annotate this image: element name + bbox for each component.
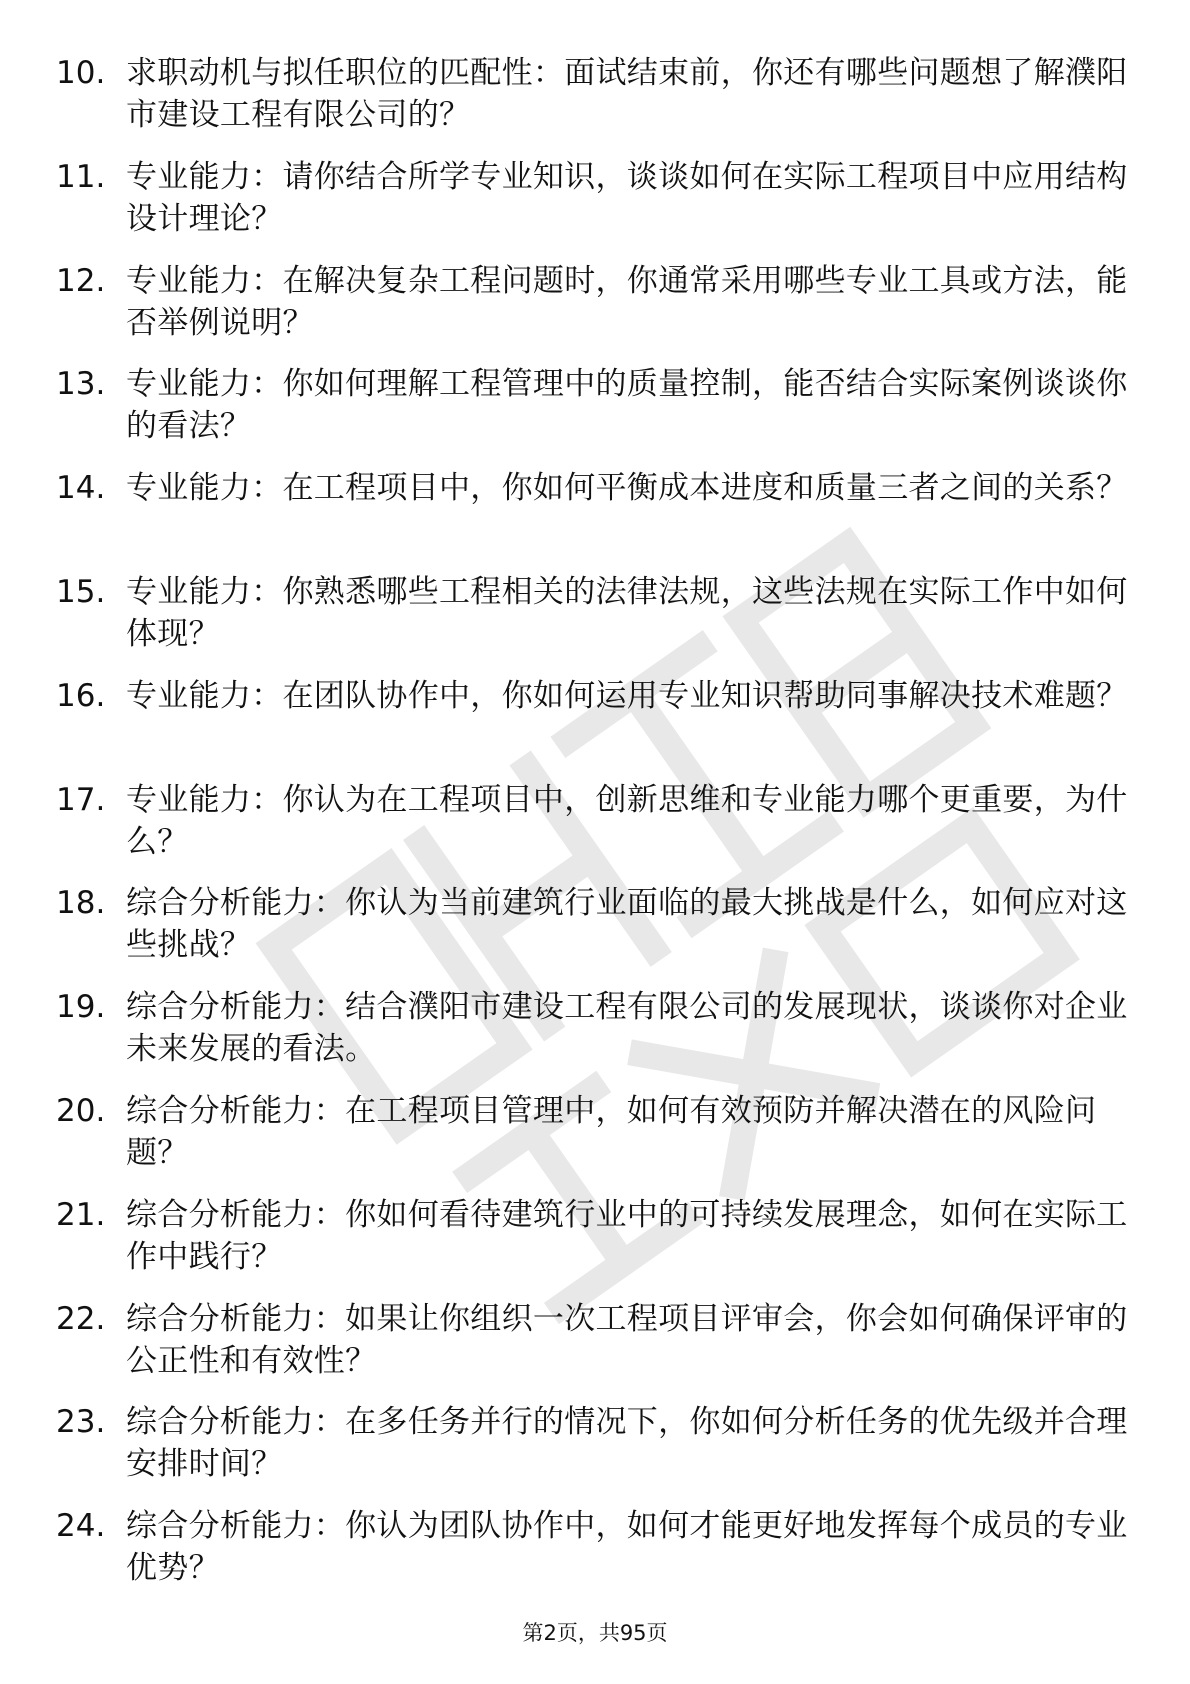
question-text: 综合分析能力：你认为团队协作中，如何才能更好地发挥每个成员的专业优势？ — [126, 1508, 1128, 1587]
question-text: 专业能力：你如何理解工程管理中的质量控制，能否结合实际案例谈谈你的看法？ — [126, 366, 1128, 445]
list-item — [0, 1505, 1190, 1609]
list-item — [0, 986, 1190, 1090]
list-item — [0, 1194, 1190, 1298]
page-number-footer: 第2页，共95页 — [522, 1621, 668, 1645]
question-number: 12. — [56, 262, 106, 299]
question-text: 综合分析能力：在多任务并行的情况下，你如何分析任务的优先级并合理安排时间？ — [126, 1404, 1128, 1483]
question-text: 综合分析能力：你认为当前建筑行业面临的最大挑战是什么，如何应对这些挑战？ — [126, 885, 1128, 964]
list-item — [0, 779, 1190, 883]
question-number: 17. — [56, 781, 106, 818]
list-item — [0, 52, 1190, 156]
question-number: 10. — [56, 55, 106, 91]
question-number: 14. — [56, 470, 106, 507]
question-number: 19. — [56, 989, 106, 1026]
question-number: 24. — [56, 1508, 106, 1545]
list-item — [0, 1090, 1190, 1194]
question-number: 18. — [56, 885, 106, 922]
question-text: 综合分析能力：结合濮阳市建设工程有限公司的发展现状，谈谈你对企业未来发展的看法。 — [126, 989, 1128, 1068]
question-number: 21. — [56, 1196, 106, 1233]
list-item — [0, 260, 1190, 364]
question-number: 13. — [56, 366, 106, 403]
question-number: 11. — [56, 158, 106, 195]
question-text: 专业能力：在团队协作中，你如何运用专业知识帮助同事解决技术难题？ — [126, 677, 1128, 714]
list-item — [0, 363, 1190, 467]
question-text: 综合分析能力：你如何看待建筑行业中的可持续发展理念，如何在实际工作中践行？ — [126, 1196, 1128, 1275]
question-number: 20. — [56, 1092, 106, 1129]
list-item — [0, 882, 1190, 986]
question-text: 专业能力：你认为在工程项目中，创新思维和专业能力哪个更重要，为什么？ — [126, 781, 1128, 860]
list-item — [0, 571, 1190, 675]
list-item — [0, 1298, 1190, 1402]
question-number: 15. — [56, 573, 106, 610]
question-text: 求职动机与拟任职位的匹配性：面试结束前，你还有哪些问题想了解濮阳市建设工程有限公司的？ — [126, 55, 1128, 133]
question-number: 22. — [56, 1300, 106, 1337]
question-text: 专业能力：在工程项目中，你如何平衡成本进度和质量三者之间的关系？ — [126, 470, 1128, 507]
question-text: 专业能力：在解决复杂工程问题时，你通常采用哪些专业工具或方法，能否举例说明？ — [126, 262, 1128, 341]
question-number: 23. — [56, 1404, 106, 1441]
list-item — [0, 467, 1190, 571]
question-text: 综合分析能力：如果让你组织一次工程项目评审会，你会如何确保评审的公正性和有效性？ — [126, 1300, 1128, 1379]
question-text: 专业能力：请你结合所学专业知识，谈谈如何在实际工程项目中应用结构设计理论？ — [126, 158, 1128, 237]
question-list — [0, 52, 1190, 1609]
question-number: 16. — [56, 677, 106, 714]
list-item — [0, 156, 1190, 260]
list-item — [0, 1401, 1190, 1505]
question-text: 专业能力：你熟悉哪些工程相关的法律法规，这些法规在实际工作中如何体现？ — [126, 573, 1128, 652]
question-text: 综合分析能力：在工程项目管理中，如何有效预防并解决潜在的风险问题？ — [126, 1092, 1097, 1171]
list-item — [0, 675, 1190, 779]
